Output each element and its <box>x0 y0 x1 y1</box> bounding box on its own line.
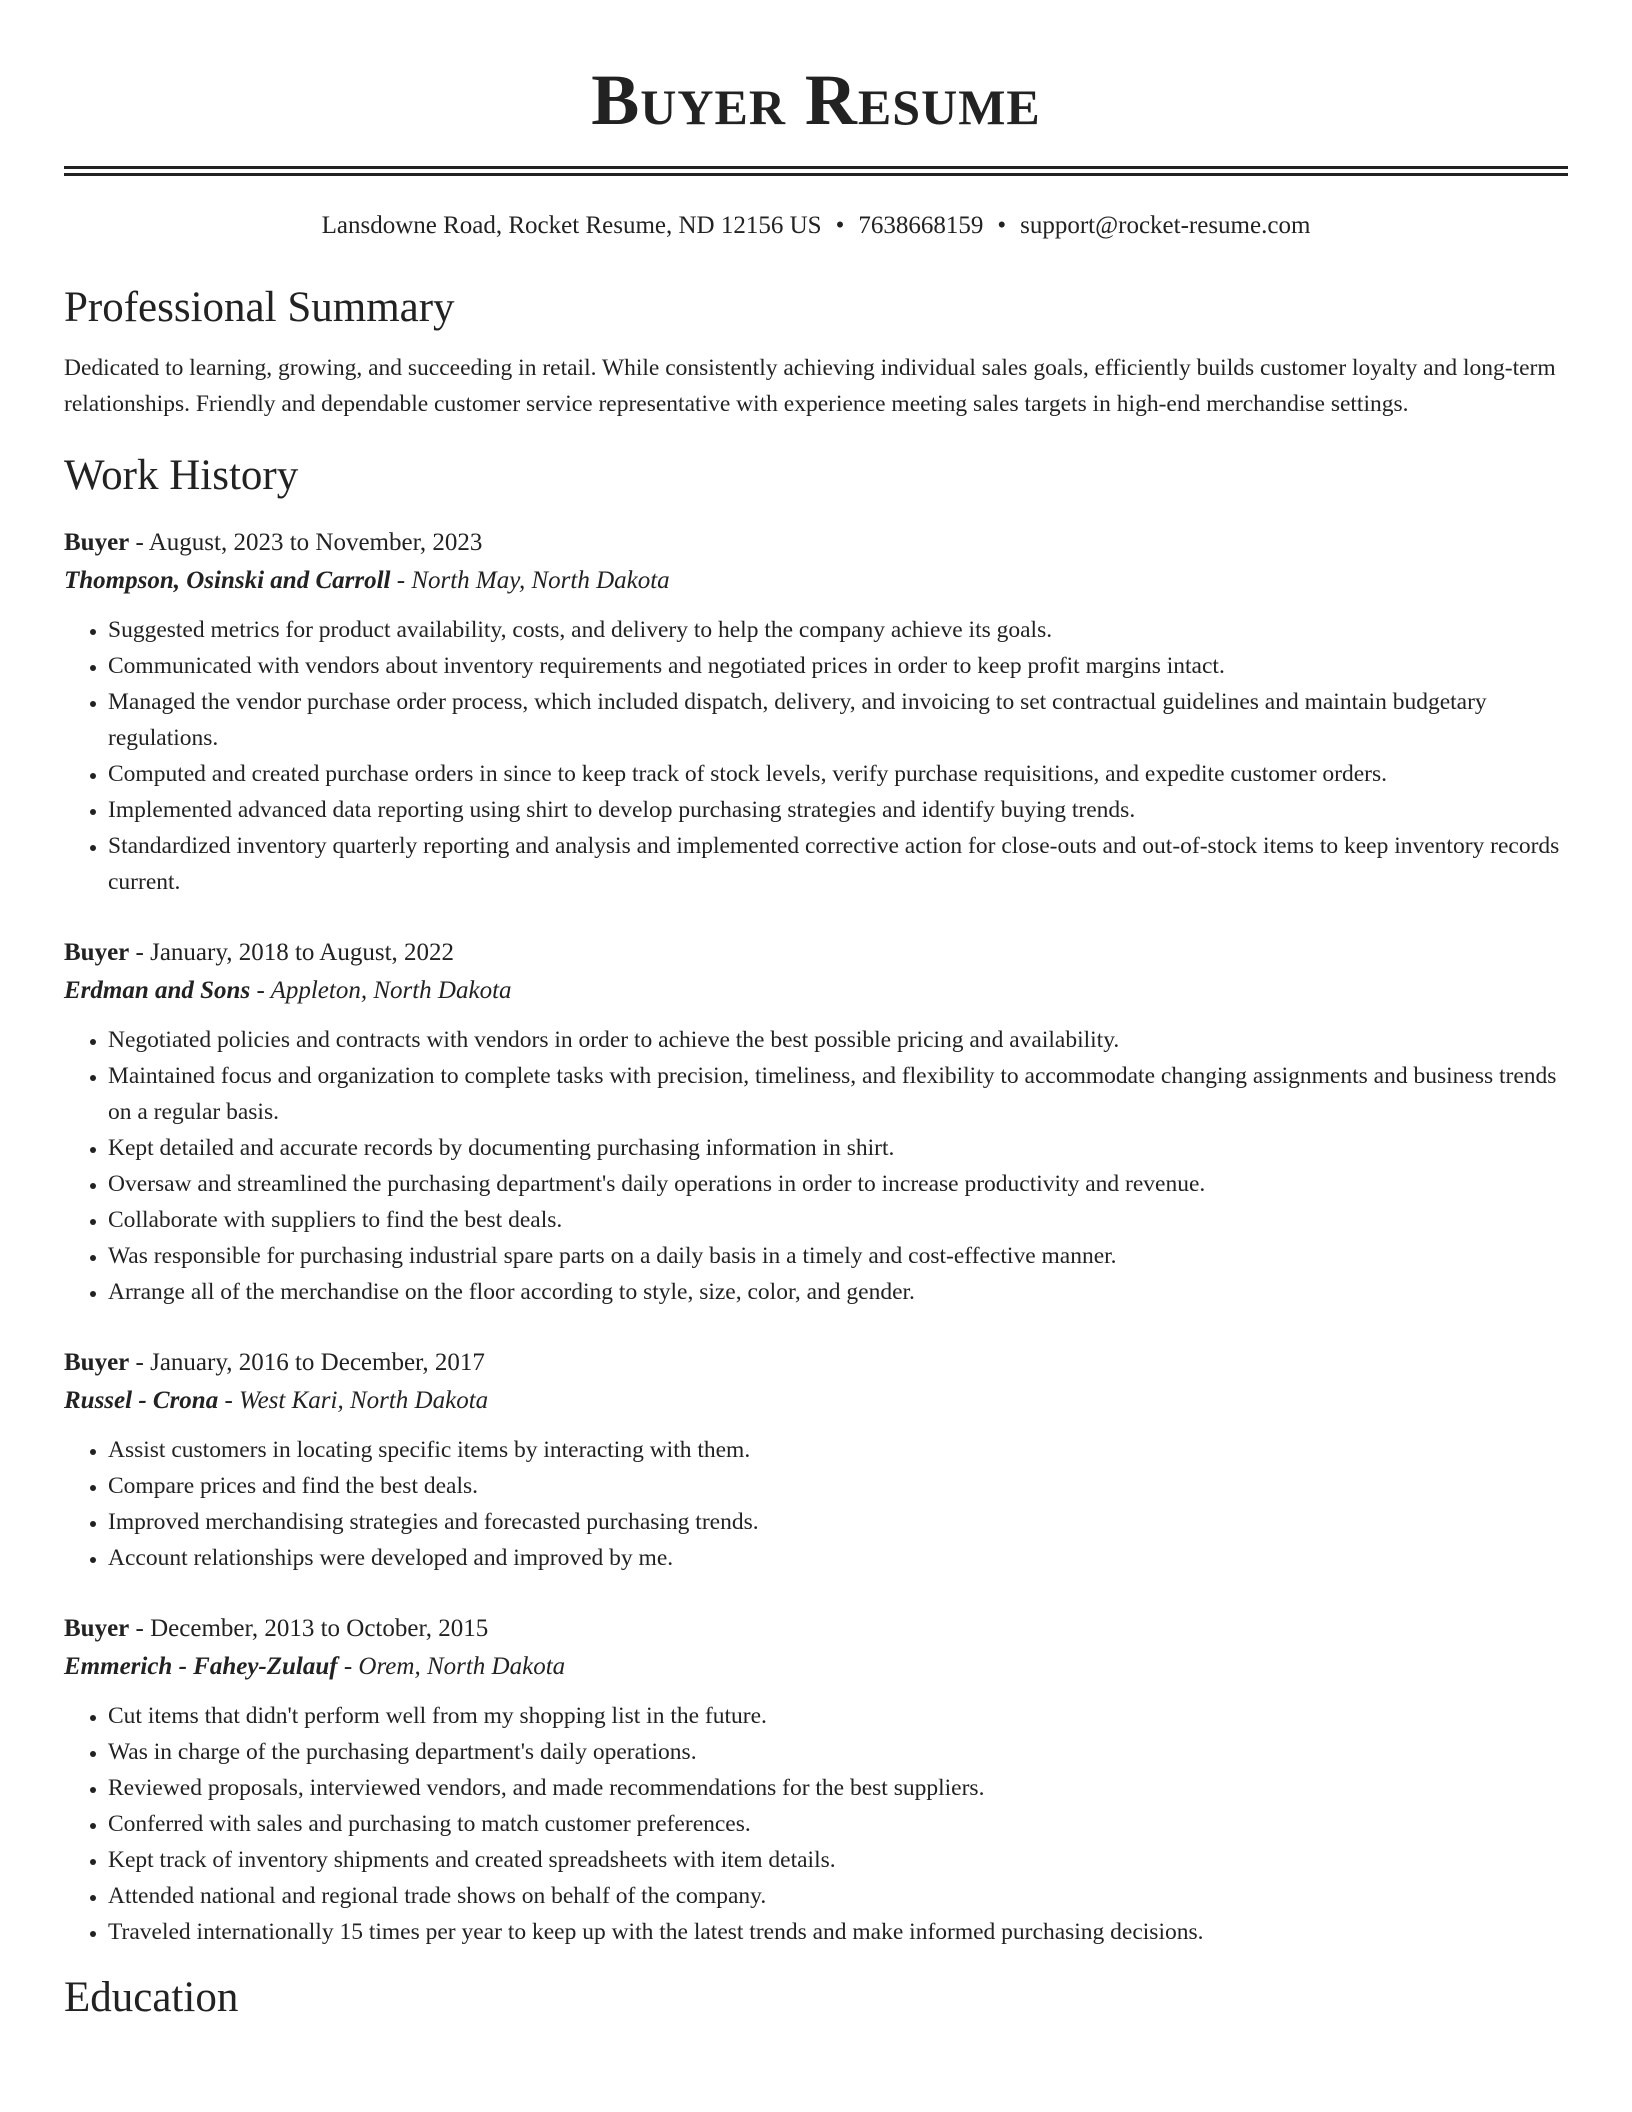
contact-separator: • <box>997 212 1007 239</box>
job-bullet: • Was in charge of the purchasing department's daily operations. <box>108 1734 1568 1770</box>
job-entry <box>64 934 1568 1310</box>
job-dates: - August, 2023 to November, 2023 <box>129 529 483 556</box>
contact-separator: • <box>835 212 845 239</box>
job-bullet: • Maintained focus and organization to complete tasks with precision, timeliness, and flexibility to accommodate changing assignments and business trends on a regular basis. <box>108 1058 1568 1130</box>
job-dates: - December, 2013 to October, 2015 <box>129 1615 489 1642</box>
job-bullet: • Kept track of inventory shipments and created spreadsheets with item details. <box>108 1842 1568 1878</box>
job-bullets <box>64 1698 1568 1950</box>
job-location: - North May, North Dakota <box>390 567 670 594</box>
job-bullet: • Implemented advanced data reporting using shirt to develop purchasing strategies and identify buying trends. <box>108 792 1568 828</box>
job-bullet: • Oversaw and streamlined the purchasing department's daily operations in order to increase productivity and revenue. <box>108 1166 1568 1202</box>
job-title-line <box>64 524 1568 562</box>
job-title-line <box>64 934 1568 972</box>
summary-text: Dedicated to learning, growing, and succeeding in retail. While consistently achieving individual sales goals, efficiently builds customer loyalty and long-term relationships. Friendly and dependable customer service representative with experience meeting sales targets in high-end merchandise settings. <box>64 355 1556 417</box>
job-bullet: • Arrange all of the merchandise on the floor according to style, size, color, and gender. <box>108 1274 1568 1310</box>
job-company: Erdman and Sons <box>64 977 251 1004</box>
job-bullet: • Account relationships were developed and improved by me. <box>108 1540 1568 1576</box>
job-bullets <box>64 1432 1568 1576</box>
job-company-line <box>64 972 1568 1010</box>
job-company-line <box>64 1382 1568 1420</box>
job-company: Russel - Crona <box>64 1387 219 1414</box>
job-title: Buyer <box>64 1349 130 1376</box>
job-bullets <box>64 612 1568 900</box>
job-bullet: • Negotiated policies and contracts with vendors in order to achieve the best possible pricing and availability. <box>108 1022 1568 1058</box>
job-company-line <box>64 1648 1568 1686</box>
job-company: Emmerich - Fahey-Zulauf <box>64 1653 338 1680</box>
job-location: - Appleton, North Dakota <box>250 977 512 1004</box>
job-bullet: • Reviewed proposals, interviewed vendors, and made recommendations for the best suppliers. <box>108 1770 1568 1806</box>
contact-line <box>64 210 1568 242</box>
page-title: Buyer Resume <box>591 60 1041 140</box>
contact-phone: 7638668159 <box>858 212 984 239</box>
job-entry <box>64 1344 1568 1576</box>
job-entry <box>64 524 1568 900</box>
job-dates: - January, 2016 to December, 2017 <box>129 1349 485 1376</box>
job-dates: - January, 2018 to August, 2022 <box>129 939 455 966</box>
job-bullet: • Assist customers in locating specific items by interacting with them. <box>108 1432 1568 1468</box>
job-bullet: • Collaborate with suppliers to find the best deals. <box>108 1202 1568 1238</box>
section-heading-education: Education <box>64 1974 239 2021</box>
job-company: Thompson, Osinski and Carroll <box>64 567 391 594</box>
job-bullet: • Improved merchandising strategies and forecasted purchasing trends. <box>108 1504 1568 1540</box>
job-bullet: • Cut items that didn't perform well from my shopping list in the future. <box>108 1698 1568 1734</box>
job-bullet: • Kept detailed and accurate records by documenting purchasing information in shirt. <box>108 1130 1568 1166</box>
job-entry <box>64 1610 1568 1950</box>
job-bullet: • Computed and created purchase orders in since to keep track of stock levels, verify purchase requisitions, and expedite customer orders. <box>108 756 1568 792</box>
job-location: - West Kari, North Dakota <box>218 1387 489 1414</box>
job-bullet: • Communicated with vendors about inventory requirements and negotiated prices in order to keep profit margins intact. <box>108 648 1568 684</box>
title-divider <box>64 166 1568 176</box>
job-bullet: • Standardized inventory quarterly reporting and analysis and implemented corrective action for close-outs and out-of-stock items to keep inventory records current. <box>108 828 1568 900</box>
section-heading-work-history: Work History <box>64 452 299 499</box>
job-title: Buyer <box>64 939 130 966</box>
job-bullet: • Managed the vendor purchase order process, which included dispatch, delivery, and invoicing to set contractual guidelines and maintain budgetary regulations. <box>108 684 1568 756</box>
job-title-line <box>64 1610 1568 1648</box>
job-title: Buyer <box>64 529 130 556</box>
job-bullet: • Conferred with sales and purchasing to match customer preferences. <box>108 1806 1568 1842</box>
job-title: Buyer <box>64 1615 130 1642</box>
contact-email: support@rocket-resume.com <box>1020 212 1311 239</box>
job-bullet: • Traveled internationally 15 times per year to keep up with the latest trends and make informed purchasing decisions. <box>108 1914 1568 1950</box>
job-title-line <box>64 1344 1568 1382</box>
job-bullet: • Compare prices and find the best deals. <box>108 1468 1568 1504</box>
job-bullet: • Suggested metrics for product availability, costs, and delivery to help the company achieve its goals. <box>108 612 1568 648</box>
job-bullet: • Attended national and regional trade shows on behalf of the company. <box>108 1878 1568 1914</box>
job-bullet: • Was responsible for purchasing industrial spare parts on a daily basis in a timely and cost-effective manner. <box>108 1238 1568 1274</box>
job-bullets <box>64 1022 1568 1310</box>
contact-address: Lansdowne Road, Rocket Resume, ND 12156 US <box>321 212 822 239</box>
section-heading-summary: Professional Summary <box>64 284 455 331</box>
job-company-line <box>64 562 1568 600</box>
job-location: - Orem, North Dakota <box>337 1653 566 1680</box>
